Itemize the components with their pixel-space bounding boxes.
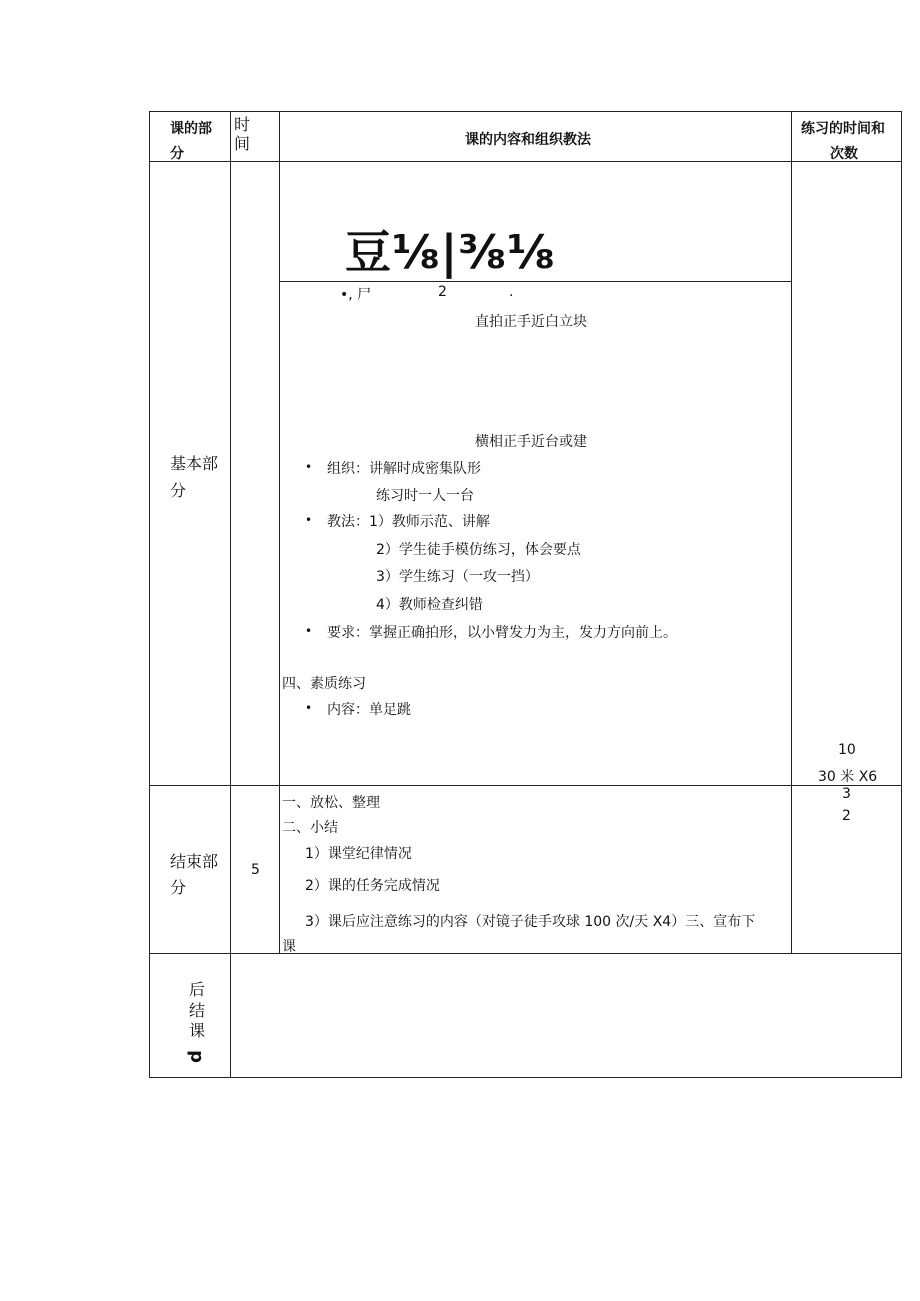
col3-right-border: [791, 111, 792, 954]
ending-item-1: 一、放松、整理: [282, 795, 380, 811]
bullet-organization: •: [305, 460, 313, 474]
ending-sub-2: 2）课的任务完成情况: [305, 878, 440, 894]
after-label-4: d: [184, 1050, 206, 1063]
table-bottom-border: [149, 1077, 901, 1078]
col1-right-border: [230, 111, 231, 1078]
header-count-line1: 练习的时间和: [801, 121, 885, 137]
bullet-requirement: •: [305, 624, 313, 638]
header-count-line2: 次数: [830, 146, 858, 162]
ending-item-2: 二、小结: [282, 820, 338, 836]
basic-count-a: 10: [838, 742, 856, 758]
basic-section-label-line2: 分: [170, 481, 187, 500]
figure-caption-2: 横相正手近台或建: [475, 434, 587, 450]
method-step-3: 3）学生练习（一攻一挡）: [376, 569, 539, 585]
organization-line2: 练习时一人一台: [376, 488, 474, 504]
basic-section-label-line1: 基本部: [170, 454, 219, 473]
after-label-3: 课: [189, 1021, 206, 1040]
after-label-2: 结: [189, 1001, 206, 1020]
method-text: 教法：1）教师示范、讲解: [327, 514, 490, 530]
bullet-method: •: [305, 513, 313, 527]
ending-time: 5: [251, 862, 260, 878]
basic-bottom-border: [149, 785, 901, 786]
table-top-border: [149, 111, 901, 112]
header-part-line1: 课的部: [170, 121, 212, 137]
header-bottom-border: [149, 161, 901, 162]
method-step-2: 2）学生徒手模仿练习，体会要点: [376, 542, 581, 558]
ending-section-label-line2: 分: [170, 878, 187, 897]
ending-section-label-line1: 结束部: [170, 852, 219, 871]
col2-right-border: [279, 111, 280, 954]
ending-bottom-border: [149, 953, 901, 954]
table-left-border: [149, 111, 150, 1078]
requirement-text: 要求：掌握正确拍形，以小臂发力为主，发力方向前上。: [327, 625, 677, 641]
ending-sub-3: 3）课后应注意练习的内容（对镜子徒手攻球 100 次/天 X4）三、宣布下: [305, 914, 756, 930]
garbled-figure-text: 豆⅛|⅜⅛: [345, 225, 556, 279]
ending-sub-3-continued: 课: [282, 939, 296, 955]
header-part-line2: 分: [170, 146, 184, 162]
quality-content: 内容：单足跳: [327, 702, 411, 718]
method-step-4: 4）教师检查纠错: [376, 597, 483, 613]
header-time-line1: 时: [234, 115, 251, 134]
ending-sub-1: 1）课堂纪律情况: [305, 846, 412, 862]
quality-title: 四、素质练习: [282, 676, 366, 692]
garbled-figure-small-a: •, 尸: [340, 287, 372, 303]
ending-count-b: 2: [842, 808, 851, 824]
figure-caption-1: 直拍正手近白立块: [475, 314, 587, 330]
after-label-1: 后: [189, 980, 206, 999]
bullet-quality: •: [305, 701, 313, 715]
garbled-figure-small-b: 2: [438, 284, 447, 300]
ending-count-a: 3: [842, 786, 851, 802]
organization-text: 组织：讲解时成密集队形: [327, 461, 481, 477]
garbled-figure-small-c: .: [509, 284, 514, 300]
header-content-title: 课的内容和组织教法: [465, 132, 591, 148]
header-time-line2: 间: [234, 134, 251, 153]
basic-count-b: 30 米 X6: [818, 769, 878, 785]
table-right-border: [901, 111, 902, 1078]
